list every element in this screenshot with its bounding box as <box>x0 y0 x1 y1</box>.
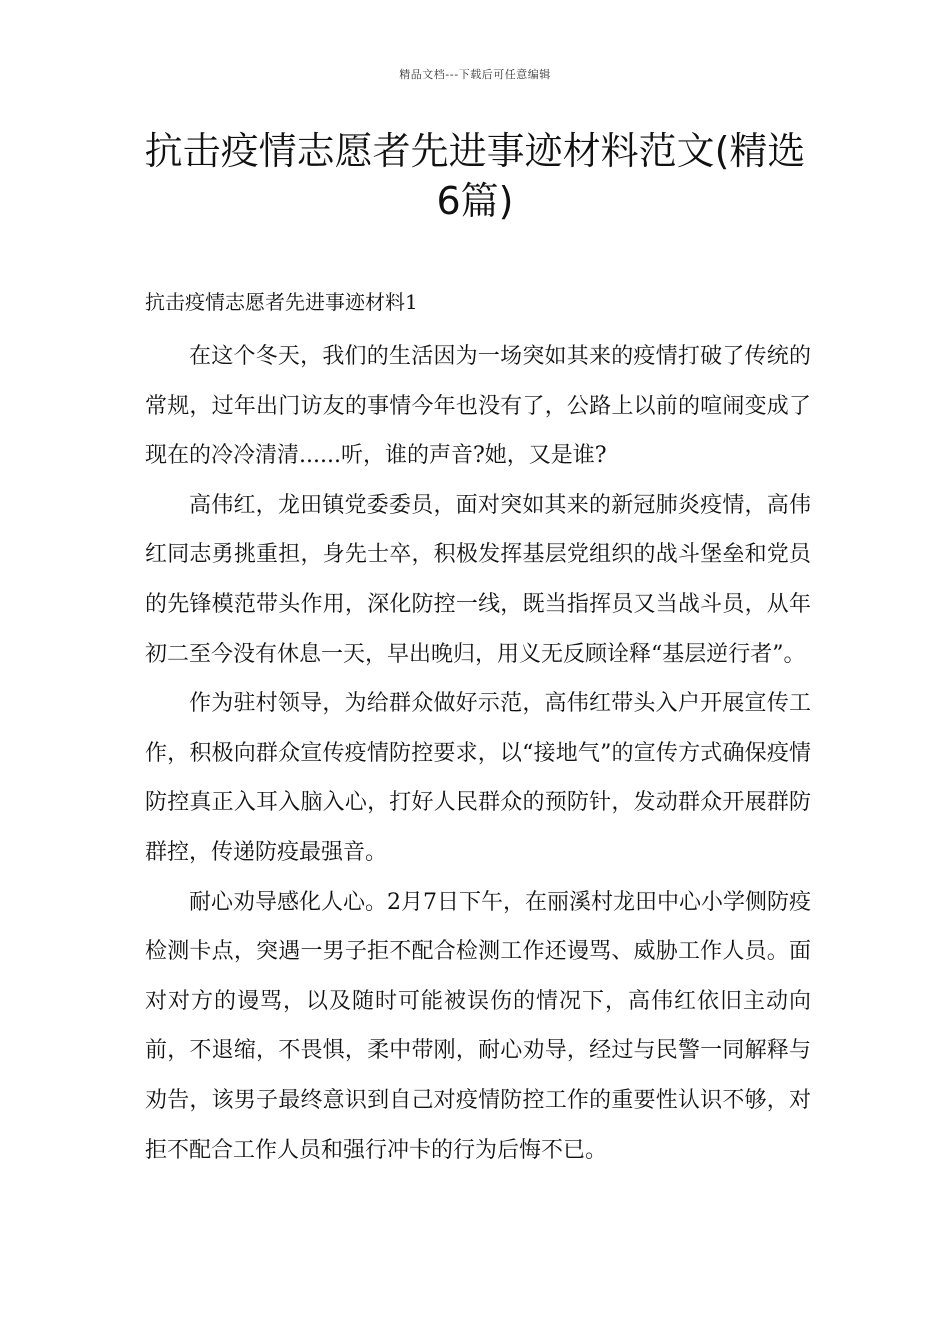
paragraph: 耐心劝导感化人心。2月7日下午，在丽溪村龙田中心小学侧防疫检测卡点，突遇一男子拒不配合检测工作还谩骂、威胁工作人员。面对对方的谩骂，以及随时可能被误伤的情况下，高伟红依旧主动向前，不退缩，不畏惧，柔中带刚，耐心劝导，经过与民警一同解释与劝告，该男子最终意识到自己对疫情防控工作的重要性认识不够，对拒不配合工作人员和强行冲卡的行为后悔不已。 <box>145 889 811 1163</box>
document-body <box>145 332 811 1175</box>
document-title: 抗击疫情志愿者先进事迹材料范文(精选6篇) <box>144 129 806 223</box>
paragraph: 高伟红，龙田镇党委委员，面对突如其来的新冠肺炎疫情，高伟红同志勇挑重担，身先士卒，积极发挥基层党组织的战斗堡垒和党员的先锋模范带头作用，深化防控一线，既当指挥员又当战斗员，从年初二至今没有休息一天，早出晚归，用义无反顾诠释“基层逆行者”。 <box>145 492 811 667</box>
paragraph: 作为驻村领导，为给群众做好示范，高伟红带头入户开展宣传工作，积极向群众宣传疫情防控要求，以“接地气”的宣传方式确保疫情防控真正入耳入脑入心，打好人民群众的预防针，发动群众开展群防群控，传递防疫最强音。 <box>145 691 811 865</box>
section-heading: 抗击疫情志愿者先进事迹材料1 <box>145 290 418 314</box>
paragraph: 在这个冬天，我们的生活因为一场突如其来的疫情打破了传统的常规，过年出门访友的事情今年也没有了，公路上以前的喧闹变成了现在的冷冷清清......听，谁的声音?她，又是谁? <box>145 344 811 469</box>
header-note: 精品文档---下载后可任意编辑 <box>399 68 551 81</box>
